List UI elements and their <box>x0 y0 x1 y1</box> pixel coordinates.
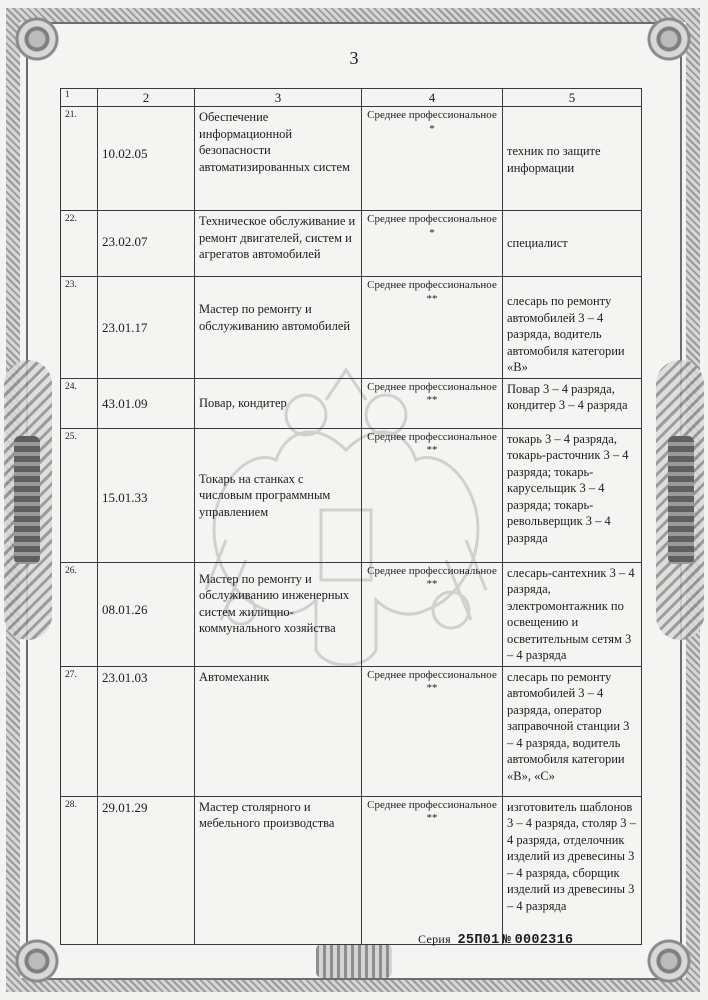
qualification: изготовитель шаблонов 3 – 4 разряда, столяр 3 – 4 разряда, отделочник изделий из древесины 3 – 4 разряда, сборщик изделий из древесины 3 – 4 разряда <box>503 796 642 944</box>
page-number: 3 <box>349 48 359 68</box>
education-level: Среднее профессиональное ** <box>362 562 503 666</box>
serial-series: 25П01 <box>457 933 500 948</box>
row-number: 21. <box>61 107 98 211</box>
education-level: Среднее профессиональное * <box>362 107 503 211</box>
bottom-ornament-icon <box>316 944 392 978</box>
serial-number <box>418 932 573 948</box>
table-row <box>61 211 642 277</box>
education-level: Среднее профессиональное * <box>362 211 503 277</box>
specialty-code <box>98 562 195 666</box>
specialty-code-text: 23.01.17 <box>102 320 148 336</box>
qualification-text: специалист <box>507 236 568 251</box>
specialty-code-text: 15.01.33 <box>102 489 148 505</box>
specialty-code-text: 10.02.05 <box>102 146 148 162</box>
row-number: 22. <box>61 211 98 277</box>
specialty-code <box>98 107 195 211</box>
table-row <box>61 378 642 428</box>
education-level: Среднее профессиональное ** <box>362 277 503 379</box>
specialties-table <box>60 88 642 945</box>
row-number: 23. <box>61 277 98 379</box>
column-header: 1 <box>61 89 98 107</box>
table-header-row <box>61 89 642 107</box>
specialty-code-text: 23.02.07 <box>102 234 148 250</box>
specialty-name <box>195 562 362 666</box>
qualification-text: техник по защите информации <box>507 144 601 175</box>
qualification <box>503 277 642 379</box>
specialty-name-text: Токарь на станках с числовым программным управлением <box>199 471 331 519</box>
education-level: Среднее профессиональное ** <box>362 428 503 562</box>
qualification <box>503 107 642 211</box>
specialty-name <box>195 428 362 562</box>
qualification <box>503 211 642 277</box>
row-number: 28. <box>61 796 98 944</box>
table-row <box>61 796 642 944</box>
specialty-code <box>98 428 195 562</box>
column-header: 5 <box>503 89 642 107</box>
table-row <box>61 277 642 379</box>
row-number: 24. <box>61 378 98 428</box>
qualification: слесарь-сантехник 3 – 4 разряда, электромонтажник по освещению и осветительным сетям 3 – 4 разряда <box>503 562 642 666</box>
column-header: 4 <box>362 89 503 107</box>
education-level: Среднее профессиональное ** <box>362 666 503 796</box>
serial-label: Серия <box>418 932 451 946</box>
corner-ornament-icon <box>6 930 68 992</box>
qualification: Повар 3 – 4 разряда, кондитер 3 – 4 разряда <box>503 378 642 428</box>
specialty-name: Мастер столярного и мебельного производства <box>195 796 362 944</box>
specialty-name: Обеспечение информационной безопасности автоматизированных систем <box>195 107 362 211</box>
specialty-code <box>98 378 195 428</box>
table-row <box>61 562 642 666</box>
side-band-icon <box>14 436 40 564</box>
specialty-code <box>98 211 195 277</box>
serial-number-value: 0002316 <box>514 933 574 948</box>
side-band-icon <box>668 436 694 564</box>
specialty-code: 29.01.29 <box>98 796 195 944</box>
specialty-code: 23.01.03 <box>98 666 195 796</box>
specialty-code-text: 43.01.09 <box>102 395 148 411</box>
row-number: 25. <box>61 428 98 562</box>
education-level: Среднее профессиональное ** <box>362 796 503 944</box>
specialty-name: Автомеханик <box>195 666 362 796</box>
corner-ornament-icon <box>638 930 700 992</box>
specialty-code-text: 08.01.26 <box>102 601 148 617</box>
specialty-name: Техническое обслуживание и ремонт двигателей, систем и агрегатов автомобилей <box>195 211 362 277</box>
qualification: слесарь по ремонту автомобилей 3 – 4 разряда, оператор заправочной станции 3 – 4 разряда, водитель автомобиля категории «В», «С» <box>503 666 642 796</box>
specialty-name-text: Мастер по ремонту и обслуживанию автомобилей <box>199 302 351 333</box>
qualification-text: слесарь по ремонту автомобилей 3 – 4 разряда, водитель автомобиля категории «В» <box>507 294 625 375</box>
serial-number-sign: № <box>502 933 512 948</box>
education-level: Среднее профессиональное ** <box>362 378 503 428</box>
specialty-name <box>195 277 362 379</box>
table-row <box>61 666 642 796</box>
column-header: 2 <box>98 89 195 107</box>
table-row <box>61 107 642 211</box>
specialty-name <box>195 378 362 428</box>
specialty-code <box>98 277 195 379</box>
row-number: 27. <box>61 666 98 796</box>
specialty-name-text: Повар, кондитер <box>199 395 287 410</box>
specialty-name-text: Мастер по ремонту и обслуживанию инженерных систем жилищно-коммунального хозяйства <box>199 571 350 636</box>
column-header: 3 <box>195 89 362 107</box>
row-number: 26. <box>61 562 98 666</box>
table-row <box>61 428 642 562</box>
qualification: токарь 3 – 4 разряда, токарь-расточник 3 – 4 разряда; токарь-карусельщик 3 – 4 разряда; токарь-револьверщик 3 – 4 разряда <box>503 428 642 562</box>
